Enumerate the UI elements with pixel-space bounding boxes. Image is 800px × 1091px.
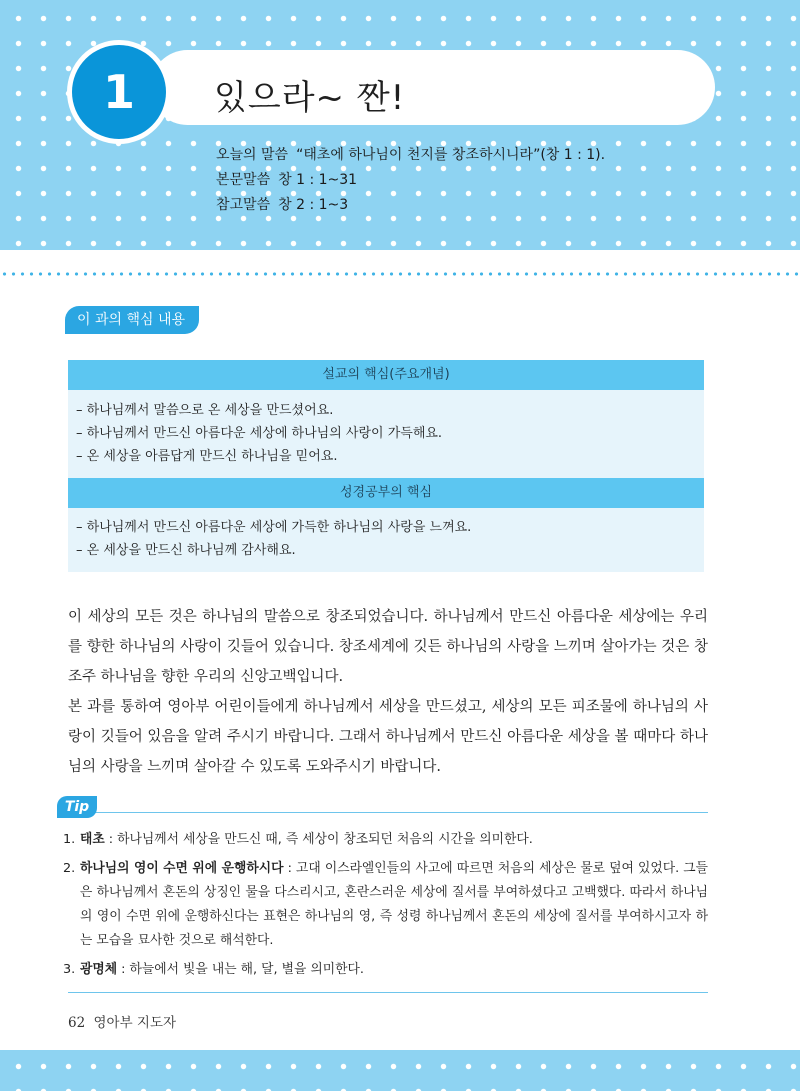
tip-bottom-rule: [68, 992, 708, 993]
today-word-text: “태초에 하나님이 천지를 창조하시니라”(창 1 : 1).: [296, 147, 606, 163]
tip-term: 광명체: [80, 962, 118, 977]
tip-label: Tip: [57, 796, 97, 818]
body-text: [68, 602, 708, 782]
page-footer: [68, 1011, 176, 1031]
book-title: 영아부 지도자: [93, 1015, 177, 1031]
bible-study-core-heading: 성경공부의 핵심: [68, 478, 704, 508]
tip-item: [63, 958, 708, 982]
list-item: – 하나님께서 만드신 아름다운 세상에 가득한 하나님의 사랑을 느껴요.: [76, 520, 472, 535]
bible-study-core-list: [68, 508, 704, 572]
tip-definition: : 고대 이스라엘인들의 사고에 따르면 처음의 세상은 물로 덮여 있었다. 그들은 하나님께서 혼돈의 상징인 물을 다스리시고, 혼란스러운 세상에 질서를 부여하셨다고 고백했다. 따라서 하나님의 영이 수면 위에 운행하신다는 표현은 하나님의 영, 즉 성령 하나님께서 혼돈의 세상에 질서를 부여하시고자 하는 모습을 묘사한 것으로 해석한다.: [80, 861, 708, 948]
main-text-label: 본문말씀: [216, 172, 271, 188]
tip-number: 3.: [63, 962, 76, 977]
body-paragraph: 본 과를 통하여 영아부 어린이들에게 하나님께서 세상을 만드셨고, 세상의 모든 피조물에 하나님의 사랑이 깃들어 있음을 알려 주시기 바랍니다. 그래서 하나님께서 만드신 아름다운 세상을 볼 때마다 하나님의 사랑을 느끼며 살아갈 수 있도록 도와주시기 바랍니다.: [68, 699, 708, 775]
list-item: – 하나님께서 말씀으로 온 세상을 만드셨어요.: [76, 403, 334, 418]
sermon-core-heading: 설교의 핵심(주요개념): [68, 360, 704, 390]
list-item: – 하나님께서 만드신 아름다운 세상에 하나님의 사랑이 가득해요.: [76, 426, 443, 441]
tip-definition: : 하나님께서 세상을 만드신 때, 즉 세상이 창조되던 처음의 시간을 의미한다.: [104, 832, 533, 847]
tip-list: [63, 828, 708, 987]
main-text-line: [216, 168, 605, 193]
tip-text-block: [80, 828, 708, 852]
header-band: [0, 0, 800, 250]
dotted-divider: [0, 272, 800, 276]
tip-item: [63, 828, 708, 852]
footer-band: [0, 1050, 800, 1091]
tip-text-block: [80, 857, 708, 953]
today-word-label: 오늘의 말씀: [216, 147, 289, 163]
core-content-box: [68, 360, 704, 572]
sermon-core-list: [68, 390, 704, 478]
page-number: 62: [68, 1015, 86, 1031]
tip-text-block: [80, 958, 708, 982]
lesson-title: 있으라~ 짠!: [214, 78, 406, 118]
scripture-references: [216, 143, 605, 218]
tip-number: 2.: [63, 861, 76, 876]
ref-text-line: [216, 193, 605, 218]
ref-text-ref: 창 2 : 1~3: [278, 197, 349, 213]
main-text-ref: 창 1 : 1~31: [278, 172, 358, 188]
tip-top-rule: [68, 812, 708, 813]
tip-term: 태초: [80, 832, 105, 847]
lesson-number-badge: 1: [72, 45, 166, 139]
tip-definition: : 하늘에서 빛을 내는 해, 달, 별을 의미한다.: [117, 962, 364, 977]
tip-term: 하나님의 영이 수면 위에 운행하시다: [80, 861, 284, 876]
ref-text-label: 참고말씀: [216, 197, 271, 213]
tip-number: 1.: [63, 832, 76, 847]
tip-item: [63, 857, 708, 953]
body-paragraph: 이 세상의 모든 것은 하나님의 말씀으로 창조되었습니다. 하나님께서 만드신 아름다운 세상에는 우리를 향한 하나님의 사랑이 깃들어 있습니다. 창조세계에 깃든 하나님의 사랑을 느끼며 살아가는 것은 창조주 하나님을 향한 우리의 신앙고백입니다.: [68, 609, 708, 685]
list-item: – 온 세상을 만드신 하나님께 감사해요.: [76, 543, 296, 558]
list-item: – 온 세상을 아름답게 만드신 하나님을 믿어요.: [76, 449, 338, 464]
core-section-label: 이 과의 핵심 내용: [65, 306, 199, 334]
today-word-line: [216, 143, 605, 168]
